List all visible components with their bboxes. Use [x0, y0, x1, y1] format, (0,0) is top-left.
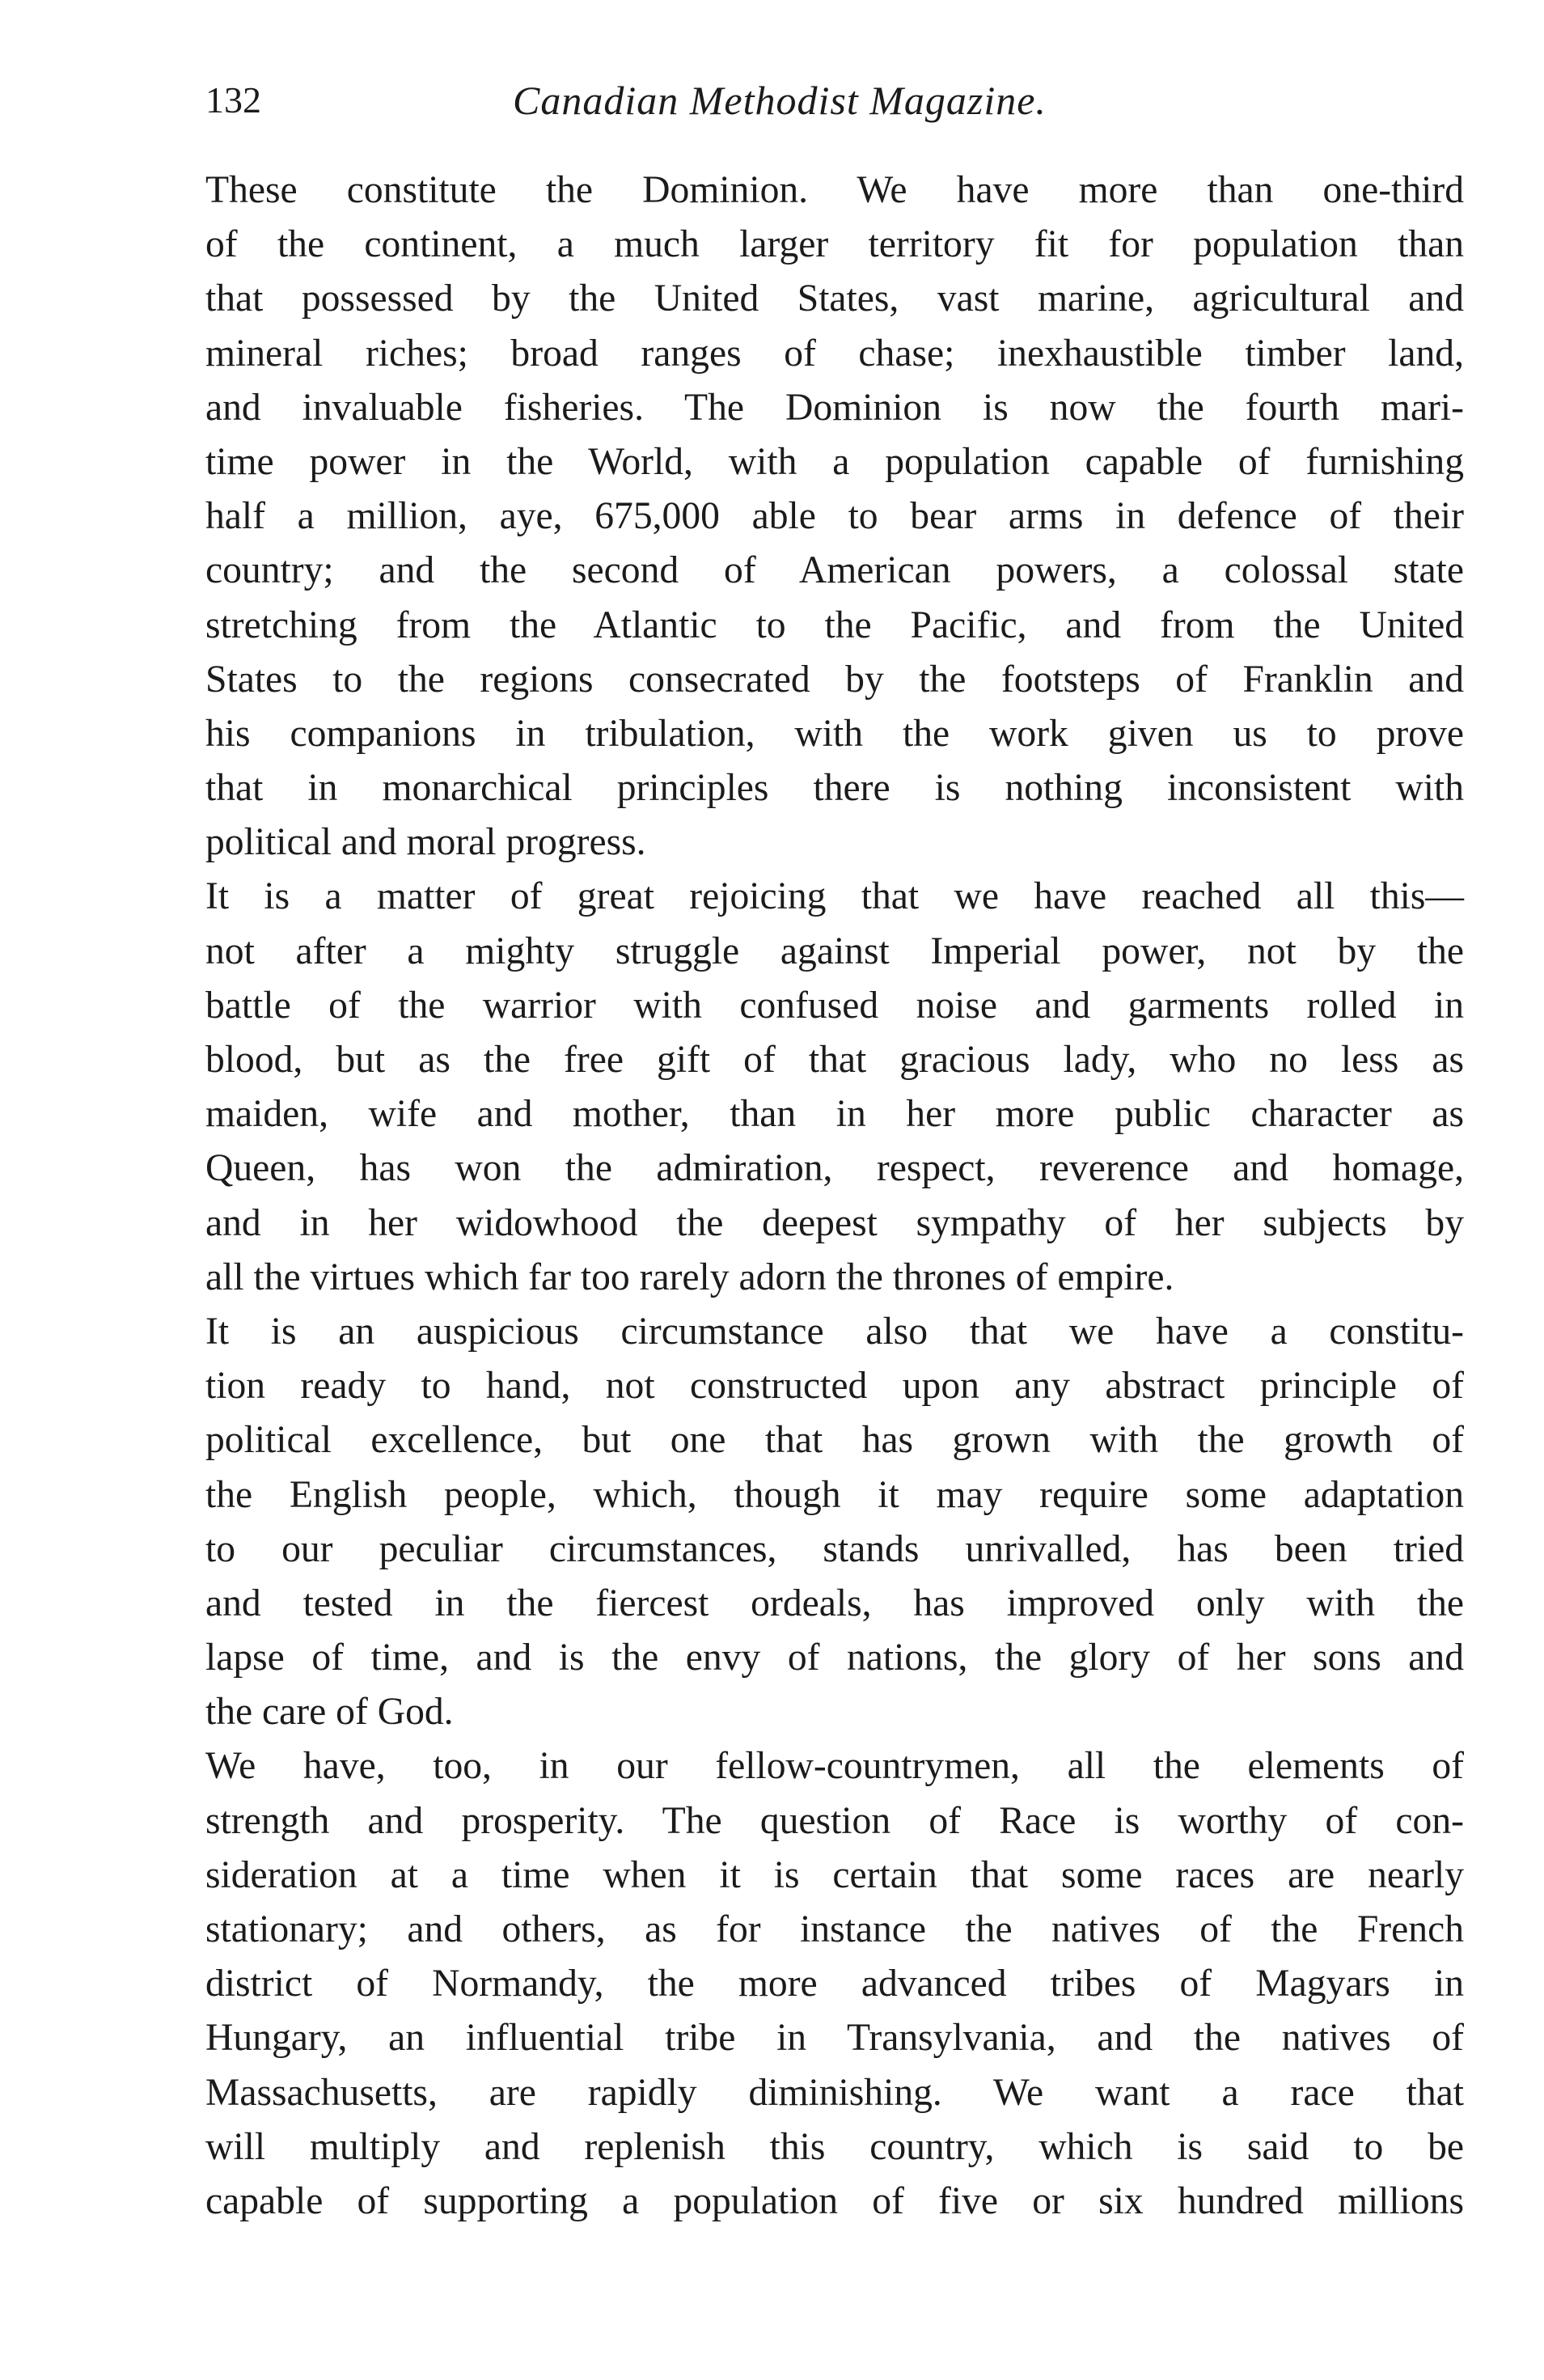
page-number: 132	[205, 79, 261, 121]
text-line: stationary; and others, as for instance the natives of the French	[205, 1908, 1464, 1950]
text-line: States to the regions consecrated by the footsteps of Franklin and	[205, 658, 1464, 701]
text-line: country; and the second of American powers, a colossal state	[205, 549, 1464, 592]
text-line: We have, too, in our fellow-countrymen, all the elements of	[205, 1745, 1464, 1788]
text-line: to our peculiar circumstances, stands unrivalled, has been tried	[205, 1527, 1464, 1570]
text-line: not after a mighty struggle against Imperial power, not by the	[205, 930, 1464, 972]
text-line: half a million, aye, 675,000 able to bear arms in defence of their	[205, 495, 1464, 538]
text-line: and in her widowhood the deepest sympathy of her subjects by	[205, 1201, 1464, 1244]
text-line: Hungary, an influential tribe in Transylvania, and the natives of	[205, 2017, 1464, 2060]
text-line: mineral riches; broad ranges of chase; inexhaustible timber land,	[205, 332, 1464, 375]
text-line: stretching from the Atlantic to the Pacific, and from the United	[205, 603, 1464, 646]
text-line: sideration at a time when it is certain that some races are nearly	[205, 1853, 1464, 1896]
text-line: time power in the World, with a population capable of furnishing	[205, 440, 1464, 483]
text-line: his companions in tribulation, with the work given us to prove	[205, 712, 1464, 755]
text-line: the care of God.	[205, 1691, 454, 1734]
text-line: that possessed by the United States, vast marine, agricultural and	[205, 277, 1464, 320]
paragraph-constitution	[205, 1305, 1464, 1740]
text-line: will multiply and replenish this country, which is said to be	[205, 2125, 1464, 2168]
text-line: Queen, has won the admiration, respect, reverence and homage,	[205, 1147, 1464, 1190]
text-line: maiden, wife and mother, than in her more public character as	[205, 1093, 1464, 1136]
text-line: all the virtues which far too rarely adorn the thrones of empire.	[205, 1256, 1174, 1298]
text-line: These constitute the Dominion. We have more than one-third	[205, 169, 1464, 211]
text-line: and tested in the fiercest ordeals, has improved only with the	[205, 1582, 1464, 1624]
paragraph-rejoicing	[205, 870, 1464, 1305]
paragraph-dominion	[205, 163, 1464, 870]
text-line: It is a matter of great rejoicing that we have reached all this—	[205, 875, 1464, 918]
text-line: It is an auspicious circumstance also that we have a constitu-	[205, 1310, 1464, 1353]
article-body	[205, 163, 1464, 2229]
text-line: that in monarchical principles there is nothing inconsistent with	[205, 767, 1464, 810]
text-line: battle of the warrior with confused noise and garments rolled in	[205, 984, 1464, 1027]
text-line: strength and prosperity. The question of Race is worthy of con-	[205, 1799, 1464, 1842]
journal-title: Canadian Methodist Magazine.	[513, 78, 1047, 123]
text-line: tion ready to hand, not constructed upon any abstract principle of	[205, 1365, 1464, 1408]
text-line: lapse of time, and is the envy of nations, the glory of her sons and	[205, 1637, 1464, 1679]
text-line: and invaluable fisheries. The Dominion is now the fourth mari-	[205, 386, 1464, 429]
text-line: Massachusetts, are rapidly diminishing. We want a race that	[205, 2071, 1464, 2114]
text-line: of the continent, a much larger territory fit for population than	[205, 223, 1464, 266]
text-line: the English people, which, though it may require some adaptation	[205, 1473, 1464, 1516]
running-head	[205, 71, 1467, 129]
text-line: district of Normandy, the more advanced tribes of Magyars in	[205, 1963, 1464, 2005]
paragraph-race	[205, 1739, 1464, 2229]
text-line: political excellence, but one that has grown with the growth of	[205, 1419, 1464, 1462]
text-line: political and moral progress.	[205, 821, 646, 864]
text-line: blood, but as the free gift of that gracious lady, who no less as	[205, 1039, 1464, 1081]
text-line: capable of supporting a population of five or six hundred millions	[205, 2179, 1464, 2222]
